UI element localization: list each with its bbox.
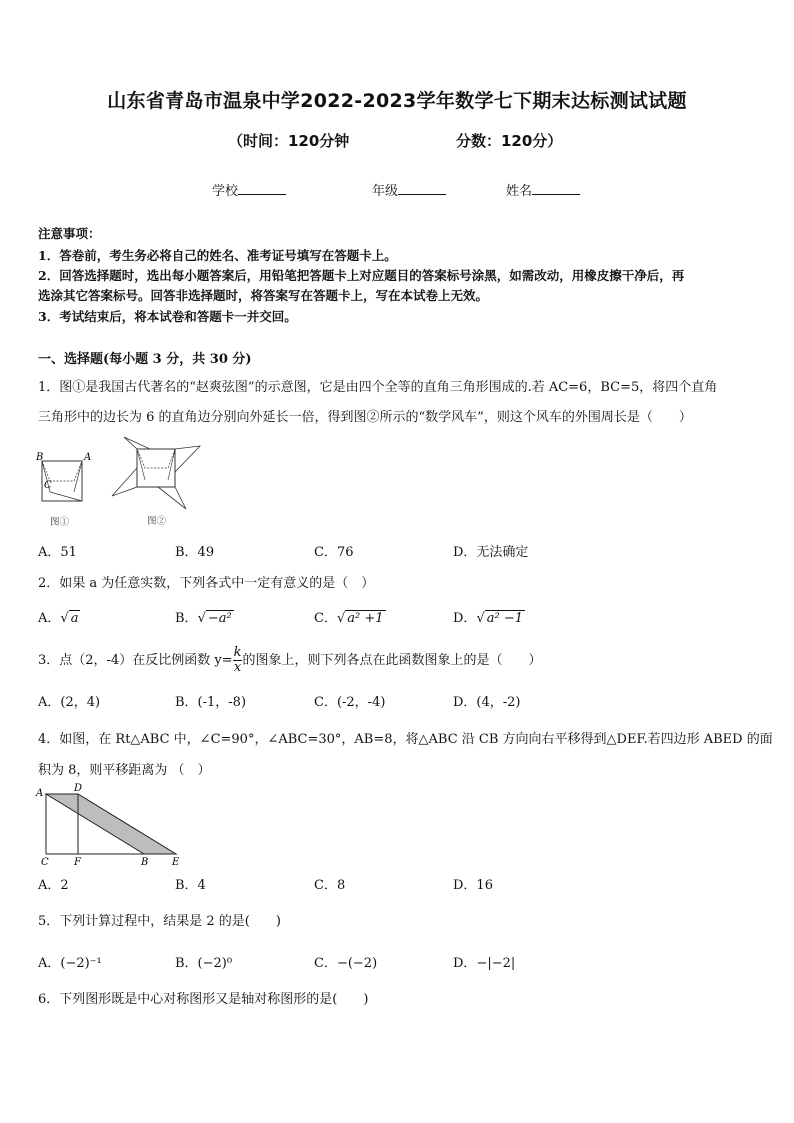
q4-option-b[interactable]: B．4 bbox=[175, 878, 206, 893]
q1-option-c[interactable]: C．76 bbox=[314, 545, 354, 560]
grade-label: 年级 bbox=[372, 184, 399, 199]
q4-label-B: B bbox=[141, 857, 149, 868]
q5-option-d[interactable]: D．−|−2| bbox=[453, 956, 516, 971]
name-label: 姓名 bbox=[506, 184, 533, 199]
q3-stem-part-b: 的图象上，则下列各点在此函数图象上的是（ ） bbox=[242, 653, 542, 668]
q4-label-C: C bbox=[41, 857, 49, 868]
q2-option-d[interactable] bbox=[453, 607, 525, 626]
notes-heading: 注意事项： bbox=[38, 226, 101, 241]
q1-fig1-caption: 图① bbox=[50, 517, 70, 528]
q4-label-F: F bbox=[74, 857, 81, 868]
q4-line2: 积为 8，则平移距离为 （ ） bbox=[38, 763, 211, 778]
name-blank[interactable] bbox=[532, 182, 580, 195]
sqrt-icon: √ bbox=[476, 611, 485, 626]
exam-time: （时间：120分钟 bbox=[228, 132, 350, 150]
q1-fig1-label-C: C bbox=[44, 480, 52, 491]
q2-radicand: a bbox=[70, 611, 79, 626]
q1-line2: 三角形中的边长为 6 的直角边分别向外延长一倍，得到图②所示的“数学风车”，则这个风车的外围周长是（ ） bbox=[38, 410, 692, 425]
school-blank[interactable] bbox=[238, 182, 286, 195]
q2-stem: 2．如果 a 为任意实数，下列各式中一定有意义的是（ ） bbox=[38, 576, 375, 591]
q2-option-c[interactable] bbox=[314, 607, 386, 626]
sqrt-icon: √ bbox=[60, 611, 69, 626]
q4-label-D: D bbox=[74, 783, 83, 794]
q2-radicand: −a² bbox=[207, 611, 232, 626]
q1-figure-2 bbox=[110, 432, 210, 534]
school-label: 学校 bbox=[212, 184, 239, 199]
q2-radicand: a² +1 bbox=[347, 611, 384, 626]
q5-stem: 5．下列计算过程中，结果是 2 的是( ) bbox=[38, 914, 281, 929]
note-item: 选涂其它答案标号。回答非选择题时，将答案写在答题卡上，写在本试卷上无效。 bbox=[38, 288, 489, 303]
q3-option-d[interactable]: D．(4，-2) bbox=[453, 695, 521, 710]
q3-stem-part-a: 3．点（2，-4）在反比例函数 y= bbox=[38, 653, 233, 668]
note-item: 1．答卷前，考生务必将自己的姓名、准考证号填写在答题卡上。 bbox=[38, 248, 397, 263]
sqrt-icon: √ bbox=[197, 611, 206, 626]
q2-option-b[interactable] bbox=[175, 607, 234, 626]
q4-option-c[interactable]: C．8 bbox=[314, 878, 346, 893]
q4-label-A: A bbox=[36, 788, 44, 799]
q3-option-b[interactable]: B．(-1，-8) bbox=[175, 695, 247, 710]
q1-option-b[interactable]: B．49 bbox=[175, 545, 215, 560]
q5-option-c[interactable]: C．−(−2) bbox=[314, 956, 378, 971]
q2-option-label: B． bbox=[175, 611, 198, 626]
note-item: 2．回答选择题时，选出每小题答案后，用铅笔把答题卡上对应题目的答案标号涂黑，如需改动，用橡皮擦干净后，再 bbox=[38, 268, 685, 283]
q4-option-d[interactable]: D．16 bbox=[453, 878, 493, 893]
q3-option-c[interactable]: C．(-2，-4) bbox=[314, 695, 386, 710]
q3-stem bbox=[38, 646, 541, 675]
q4-option-a[interactable]: A．2 bbox=[38, 878, 69, 893]
section-title: 一、选择题(每小题 3 分，共 30 分) bbox=[38, 352, 252, 367]
q3-fraction bbox=[233, 646, 243, 675]
exam-score: 分数：120分） bbox=[456, 132, 563, 150]
q3-option-a[interactable]: A．(2，4) bbox=[38, 695, 101, 710]
q5-option-b[interactable]: B．(−2)⁰ bbox=[175, 956, 233, 971]
q4-line1: 4．如图，在 Rt△ABC 中，∠C=90°，∠ABC=30°，AB=8，将△ABC 沿 CB 方向向右平移得到△DEF.若四边形 ABED 的面 bbox=[38, 732, 773, 747]
q1-option-d[interactable]: D．无法确定 bbox=[453, 545, 529, 560]
q1-line1: 1．图①是我国古代著名的“赵爽弦图”的示意图，它是由四个全等的直角三角形围成的.若 AC=6，BC=5，将四个直角 bbox=[38, 380, 718, 395]
q4-figure bbox=[34, 782, 184, 868]
q3-frac-numerator: k bbox=[233, 645, 242, 660]
note-item: 3．考试结束后，将本试卷和答题卡一并交回。 bbox=[38, 309, 297, 324]
q1-fig1-label-A: A bbox=[84, 452, 92, 463]
sqrt-icon: √ bbox=[336, 611, 346, 626]
q5-option-a[interactable]: A．(−2)⁻¹ bbox=[38, 956, 102, 971]
q1-fig2-caption: 图② bbox=[147, 516, 167, 527]
q4-label-E: E bbox=[172, 857, 180, 868]
q2-option-label: C． bbox=[314, 611, 337, 626]
q3-frac-denominator: x bbox=[233, 660, 242, 675]
q2-radicand: a² −1 bbox=[486, 611, 523, 626]
q1-figure-1 bbox=[34, 444, 94, 534]
grade-field bbox=[372, 180, 446, 199]
exam-title: 山东省青岛市温泉中学2022-2023学年数学七下期末达标测试试题 bbox=[107, 90, 687, 112]
q2-option-label: A． bbox=[38, 611, 61, 626]
q1-fig1-label-B: B bbox=[36, 452, 44, 463]
q1-option-a[interactable]: A．51 bbox=[38, 545, 77, 560]
name-field bbox=[506, 180, 580, 199]
school-field bbox=[212, 180, 286, 199]
q2-option-label: D． bbox=[453, 611, 477, 626]
q2-option-a[interactable] bbox=[38, 607, 80, 626]
q6-stem: 6．下列图形既是中心对称图形又是轴对称图形的是( ) bbox=[38, 992, 369, 1007]
grade-blank[interactable] bbox=[398, 182, 446, 195]
